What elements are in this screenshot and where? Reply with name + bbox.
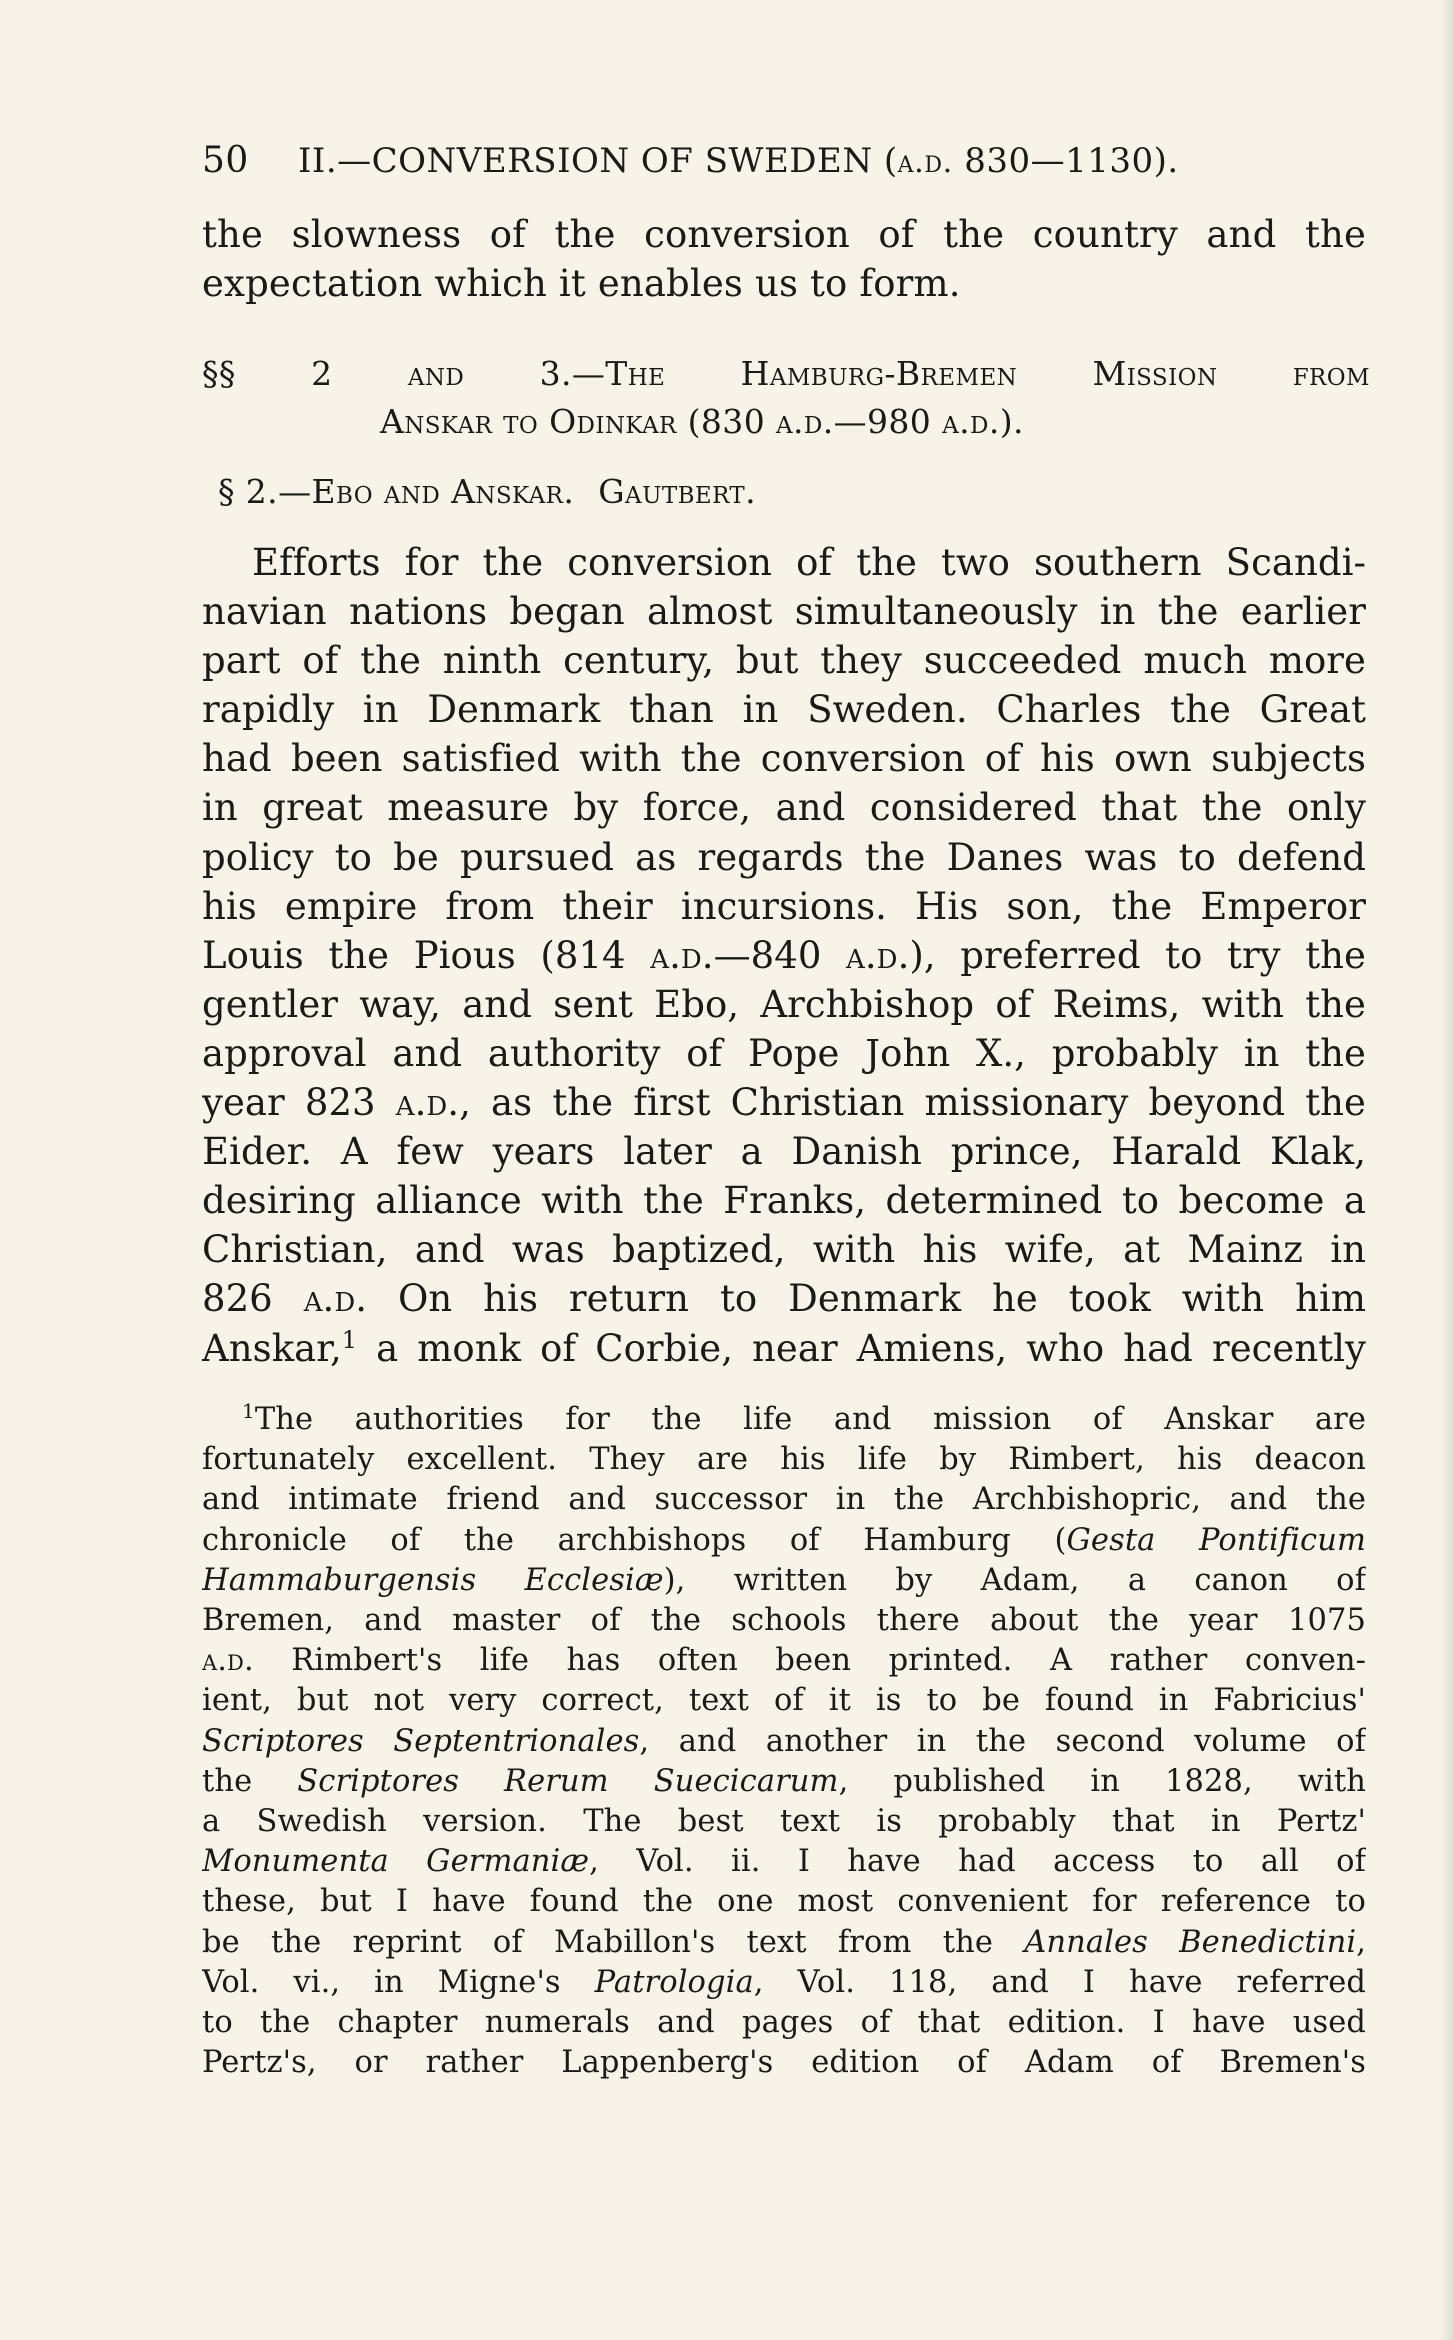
footnote-line: Bremen, and master of the schools there about the year 1075 (202, 1603, 1366, 1639)
footnote-line (202, 1400, 1366, 1440)
body-line: policy to be pursued as regards the Danes was to defend (202, 835, 1366, 879)
body-paragraph (202, 538, 1366, 1373)
body-line: navian nations began almost simultaneously in the earlier (202, 590, 1366, 634)
intro-line: the slowness of the conversion of the country and the (202, 213, 1366, 256)
body-line: approval and authority of Pope John X., probably in the (202, 1031, 1366, 1075)
footnote-line: and intimate friend and successor in the Archbishopric, and the (202, 1482, 1366, 1518)
body-line: had been satisfied with the conversion of his own subjects (202, 737, 1366, 781)
body-last-line-end: a monk of Corbie, near Amiens, who had recently (357, 1326, 1366, 1370)
footnote-reference: 1 (341, 1325, 358, 1354)
footnote-line: Pertz's, or rather Lappenberg's edition of Adam of Bremen's (202, 2045, 1366, 2081)
running-head (298, 141, 1179, 181)
body-line: rapidly in Denmark than in Sweden. Charles the Great (202, 688, 1366, 732)
footnote-line: Hammaburgensis Ecclesiæ), written by Adam, a canon of (202, 1562, 1366, 1598)
subsection-heading-part-1: § 2.—Ebo and Anskar. (218, 472, 575, 511)
footnote-line: these, but I have found the one most convenient for reference to (202, 1884, 1366, 1920)
subsection-heading-part-2: Gautbert. (598, 472, 757, 511)
section-heading-line-2: Anskar to Odinkar (830 a.d.—980 a.d.). (380, 402, 1024, 441)
footnote-line: be the reprint of Mabillon's text from the Annales Benedictini, (202, 1924, 1366, 1960)
body-line: gentler way, and sent Ebo, Archbishop of Reims, with the (202, 982, 1366, 1026)
page-header (202, 140, 1372, 190)
footnote-line: the Scriptores Rerum Suecicarum, published in 1828, with (202, 1763, 1366, 1799)
body-line-text: Efforts for the conversion of the two southern Scandi- (252, 541, 1366, 584)
section-heading-word: Mission (1092, 354, 1218, 393)
body-line: Louis the Pious (814 a.d.—840 a.d.), preferred to try the (202, 933, 1366, 977)
subsection-heading (218, 468, 756, 516)
footnote-line: a Swedish version. The best text is probably that in Pertz' (202, 1804, 1366, 1840)
footnote-line: to the chapter numerals and pages of that edition. I have used (202, 2005, 1366, 2041)
body-line: Eider. A few years later a Danish prince, Harald Klak, (202, 1130, 1366, 1174)
footnote-marker: 1 (242, 1400, 255, 1423)
section-heading-word: Hamburg-Bremen (740, 354, 1018, 393)
running-head-prefix: II.—CONVERSION OF SWEDEN ( (298, 141, 898, 181)
section-heading (202, 350, 1370, 446)
footnote-line: a.d. Rimbert's life has often been printed. A rather conven- (202, 1643, 1366, 1679)
body-line: in great measure by force, and considered that the only (202, 786, 1366, 830)
body-line: his empire from their incursions. His son, the Emperor (202, 884, 1366, 928)
section-heading-word: from (1292, 354, 1370, 393)
body-line: year 823 a.d., as the first Christian missionary beyond the (202, 1081, 1366, 1125)
footnote (202, 1400, 1366, 2083)
section-heading-word: §§ (202, 354, 236, 393)
body-line: 826 a.d. On his return to Denmark he took with him (202, 1277, 1366, 1321)
footnote-line: Monumenta Germaniæ, Vol. ii. I have had access to all of (202, 1844, 1366, 1880)
page-number: 50 (202, 140, 249, 181)
footnote-line: ient, but not very correct, text of it is to be found in Fabricius' (202, 1683, 1366, 1719)
section-heading-word: 3.—The (539, 354, 666, 393)
body-line (202, 538, 1366, 587)
running-head-suffix: 830—1130). (952, 141, 1179, 181)
footnote-line: fortunately excellent. They are his life by Rimbert, his deacon (202, 1442, 1366, 1478)
intro-line: expectation which it enables us to form. (202, 262, 961, 305)
section-heading-word: and (407, 354, 465, 393)
body-last-line-start: Anskar, (202, 1326, 342, 1370)
intro-paragraph (202, 210, 1366, 308)
footnote-line: Vol. vi., in Migne's Patrologia, Vol. 118, and I have referred (202, 1964, 1366, 2000)
body-line: part of the ninth century, but they succeeded much more (202, 639, 1366, 683)
body-last-line (202, 1324, 1366, 1373)
footnote-line-text: The authorities for the life and mission of Anskar are (254, 1402, 1366, 1437)
section-heading-line-1 (202, 350, 1370, 398)
running-head-era: a.d. (897, 144, 953, 180)
body-line: Christian, and was baptized, with his wife, at Mainz in (202, 1228, 1366, 1272)
body-line: desiring alliance with the Franks, determined to become a (202, 1179, 1366, 1223)
footnote-line: chronicle of the archbishops of Hamburg (Gesta Pontificum (202, 1522, 1366, 1558)
section-heading-word: 2 (311, 354, 333, 393)
footnote-line: Scriptores Septentrionales, and another in the second volume of (202, 1723, 1366, 1759)
page-edge-shadow (1440, 0, 1454, 2340)
